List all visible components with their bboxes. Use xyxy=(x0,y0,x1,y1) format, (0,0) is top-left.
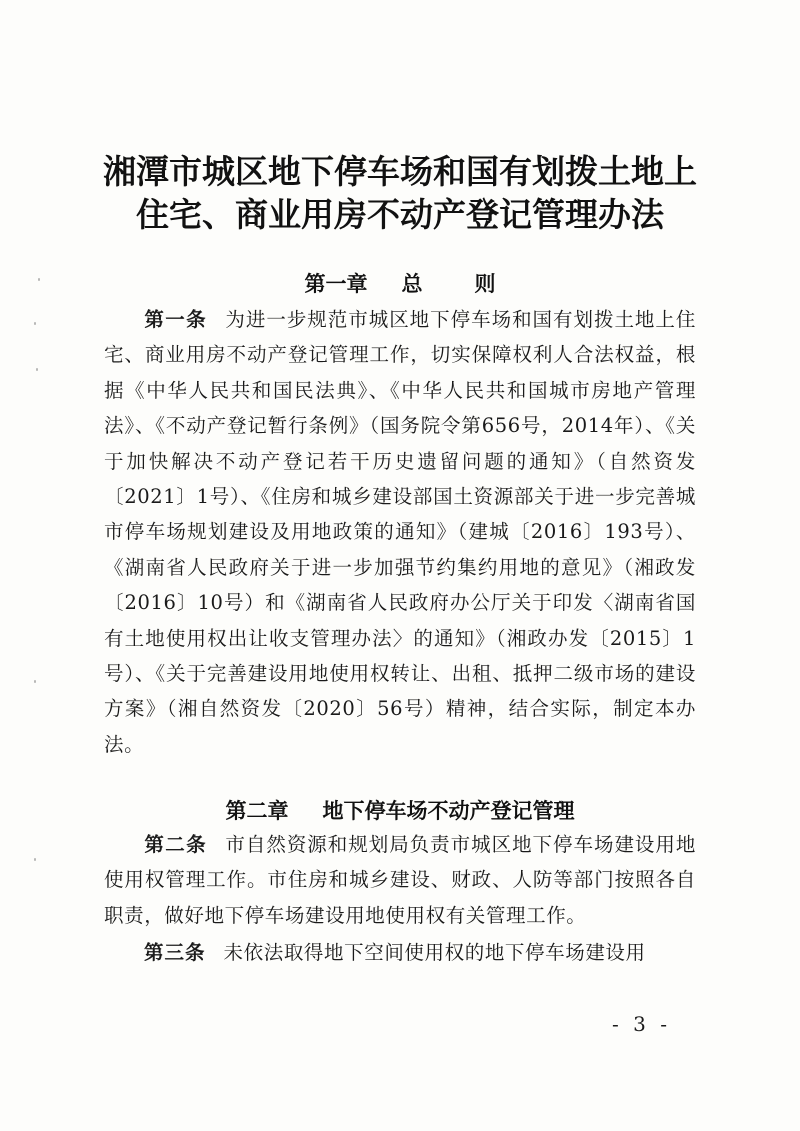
chapter-1-title-a: 总 xyxy=(401,272,423,296)
article-2-label: 第二条 xyxy=(144,833,208,856)
scan-speck xyxy=(36,368,38,371)
scan-speck xyxy=(34,680,36,683)
article-3-text: 未依法取得地下空间使用权的地下停车场建设用 xyxy=(223,941,646,964)
page-number: - 3 - xyxy=(612,1012,671,1036)
article-3-label: 第三条 xyxy=(144,941,206,964)
chapter-2-number: 第二章 xyxy=(225,799,289,823)
chapter-1-heading xyxy=(0,268,800,298)
document-title-line2: 住宅、商业用房不动产登记管理办法 xyxy=(136,195,664,234)
scan-speck xyxy=(34,858,36,861)
article-1-label: 第一条 xyxy=(144,308,208,331)
article-2-text: 市自然资源和规划局负责市城区地下停车场建设用地使用权管理工作。市住房和城乡建设、财政、人防等部门按照各自职责，做好地下停车场建设用地使用权有关管理工作。 xyxy=(104,833,696,927)
article-1 xyxy=(104,302,696,762)
scan-speck xyxy=(38,278,40,281)
chapter-2-heading xyxy=(0,795,800,825)
document-title-line1: 湘潭市城区地下停车场和国有划拨土地上 xyxy=(103,152,697,191)
article-2 xyxy=(104,827,696,933)
chapter-1-number: 第一章 xyxy=(304,272,368,296)
chapter-1-title-b: 则 xyxy=(474,272,496,296)
scan-speck xyxy=(34,322,36,325)
chapter-2-title: 地下停车场不动产登记管理 xyxy=(322,799,575,823)
article-1-text: 为进一步规范市城区地下停车场和国有划拨土地上住宅、商业用房不动产登记管理工作，切实保障权利人合法权益，根据《中华人民共和国民法典》、《中华人民共和国城市房地产管理法》、《不动产登记暂行条例》（国务院令第656号，2014年）、《关于加快解决不动产登记若干历史遗留问题的通知》（自然资发〔2021〕1号）、《住房和城乡建设部国土资源部关于进一步完善城市停车场规划建设及用地政策的通知》（建城〔2016〕193号）、《湖南省人民政府关于进一步加强节约集约用地的意见》（湘政发〔2016〕10号）和《湖南省人民政府办公厅关于印发〈湖南省国有土地使用权出让收支管理办法〉的通知》（湘政办发〔2015〕1号）、《关于完善建设用地使用权转让、出租、抵押二级市场的建设方案》（湘自然资发〔2020〕56号）精神，结合实际，制定本办法。 xyxy=(104,308,696,756)
article-3 xyxy=(104,935,696,970)
